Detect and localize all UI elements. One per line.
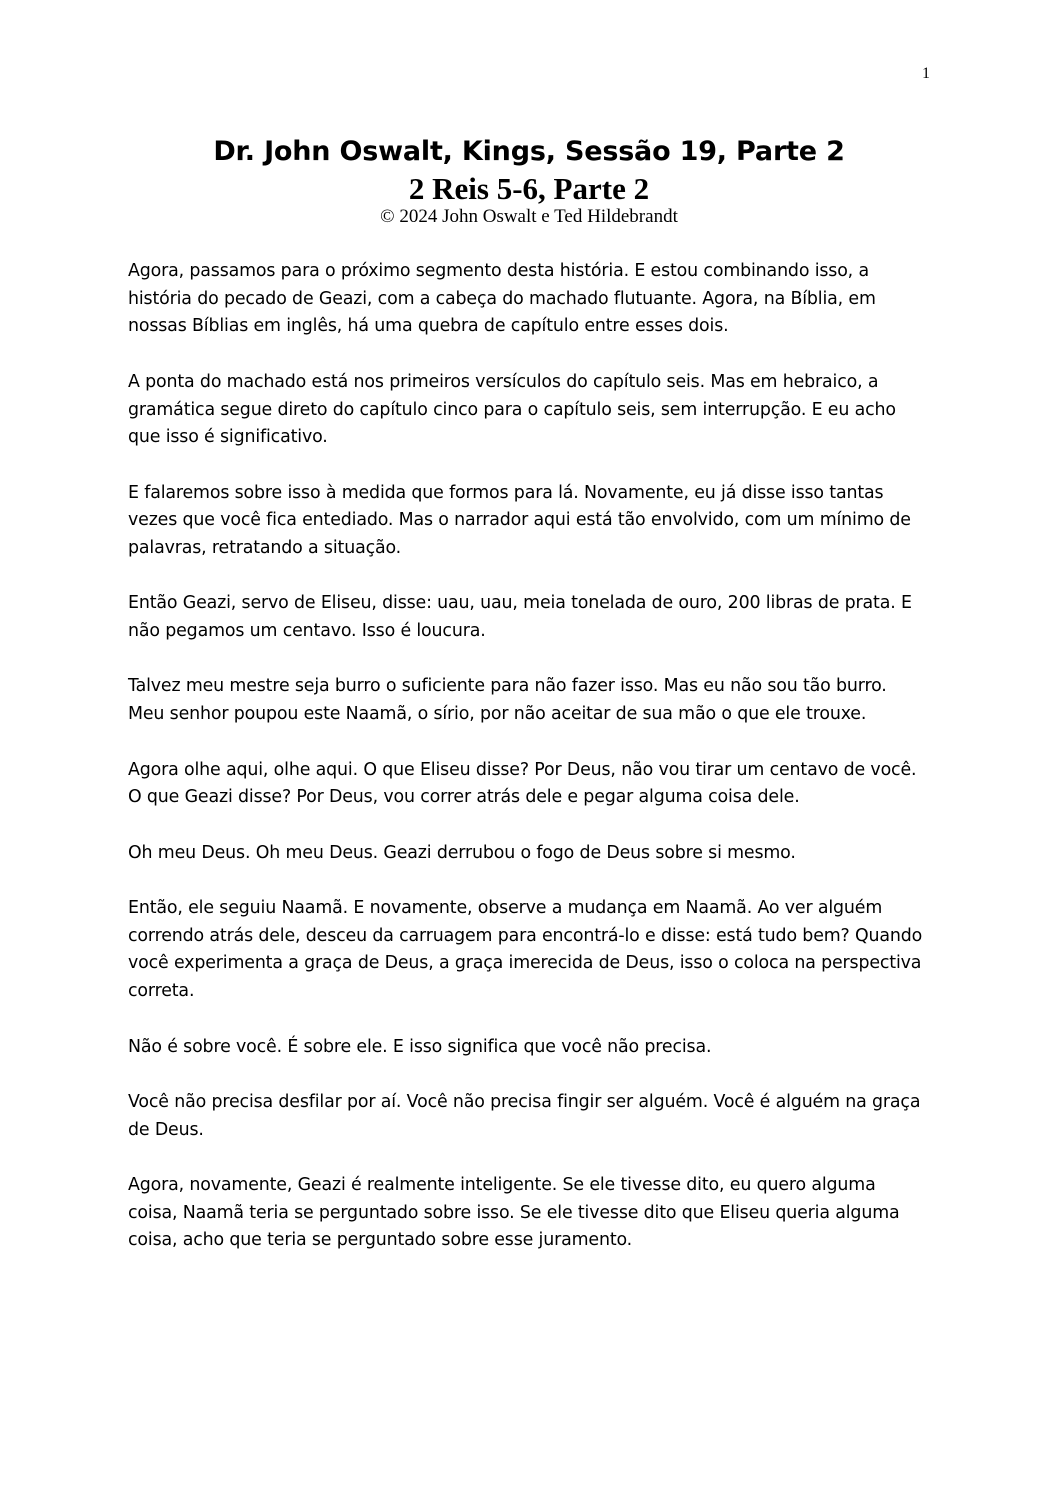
paragraph: Talvez meu mestre seja burro o suficiente para não fazer isso. Mas eu não sou tão burro. Meu senhor poupou este Naamã, o sírio, por não aceitar de sua mão o que ele trouxe.	[128, 676, 887, 725]
page-number: 1	[922, 65, 930, 82]
paragraph: Então, ele seguiu Naamã. E novamente, observe a mudança em Naamã. Ao ver alguém correndo atrás dele, desceu da carruagem para encontrá-lo e disse: está tudo bem? Quando você experimenta a graça de Deus, a graça imerecida de Deus, isso o coloca na perspectiva correta.	[128, 898, 923, 1002]
paragraph: A ponta do machado está nos primeiros versículos do capítulo seis. Mas em hebraico, a gramática segue direto do capítulo cinco para o capítulo seis, sem interrupção. E eu acho que isso é significativo.	[128, 371, 896, 448]
copyright-notice: © 2024 John Oswalt e Ted Hildebrandt	[380, 206, 678, 227]
paragraph: Agora, passamos para o próximo segmento desta história. E estou combinando isso, a história do pecado de Geazi, com a cabeça do machado flutuante. Agora, na Bíblia, em nossas Bíblias em inglês, há uma quebra de capítulo entre esses dois.	[128, 261, 876, 337]
paragraph: Então Geazi, servo de Eliseu, disse: uau, uau, meia tonelada de ouro, 200 libras de prata. E não pegamos um centavo. Isso é loucura.	[128, 593, 912, 642]
paragraph: Oh meu Deus. Oh meu Deus. Geazi derrubou o fogo de Deus sobre si mesmo.	[128, 842, 796, 863]
document-title: Dr. John Oswalt, Kings, Sessão 19, Parte 2	[213, 136, 845, 167]
paragraph: Não é sobre você. É sobre ele. E isso significa que você não precisa.	[128, 1036, 712, 1057]
document-body	[128, 258, 928, 1283]
paragraph: Você não precisa desfilar por aí. Você não precisa fingir ser alguém. Você é alguém na graça de Deus.	[128, 1091, 921, 1140]
paragraph: E falaremos sobre isso à medida que formos para lá. Novamente, eu já disse isso tantas vezes que você fica entediado. Mas o narrador aqui está tão envolvido, com um mínimo de palavras, retratando a situação.	[128, 482, 911, 558]
paragraph: Agora olhe aqui, olhe aqui. O que Eliseu disse? Por Deus, não vou tirar um centavo de você. O que Geazi disse? Por Deus, vou correr atrás dele e pegar alguma coisa dele.	[128, 759, 917, 808]
paragraph: Agora, novamente, Geazi é realmente inteligente. Se ele tivesse dito, eu quero alguma coisa, Naamã teria se perguntado sobre isso. Se ele tivesse dito que Eliseu queria alguma coisa, acho que teria se perguntado sobre esse juramento.	[128, 1175, 900, 1251]
document-header	[0, 134, 1058, 228]
document-subtitle: 2 Reis 5-6, Parte 2	[408, 171, 650, 206]
